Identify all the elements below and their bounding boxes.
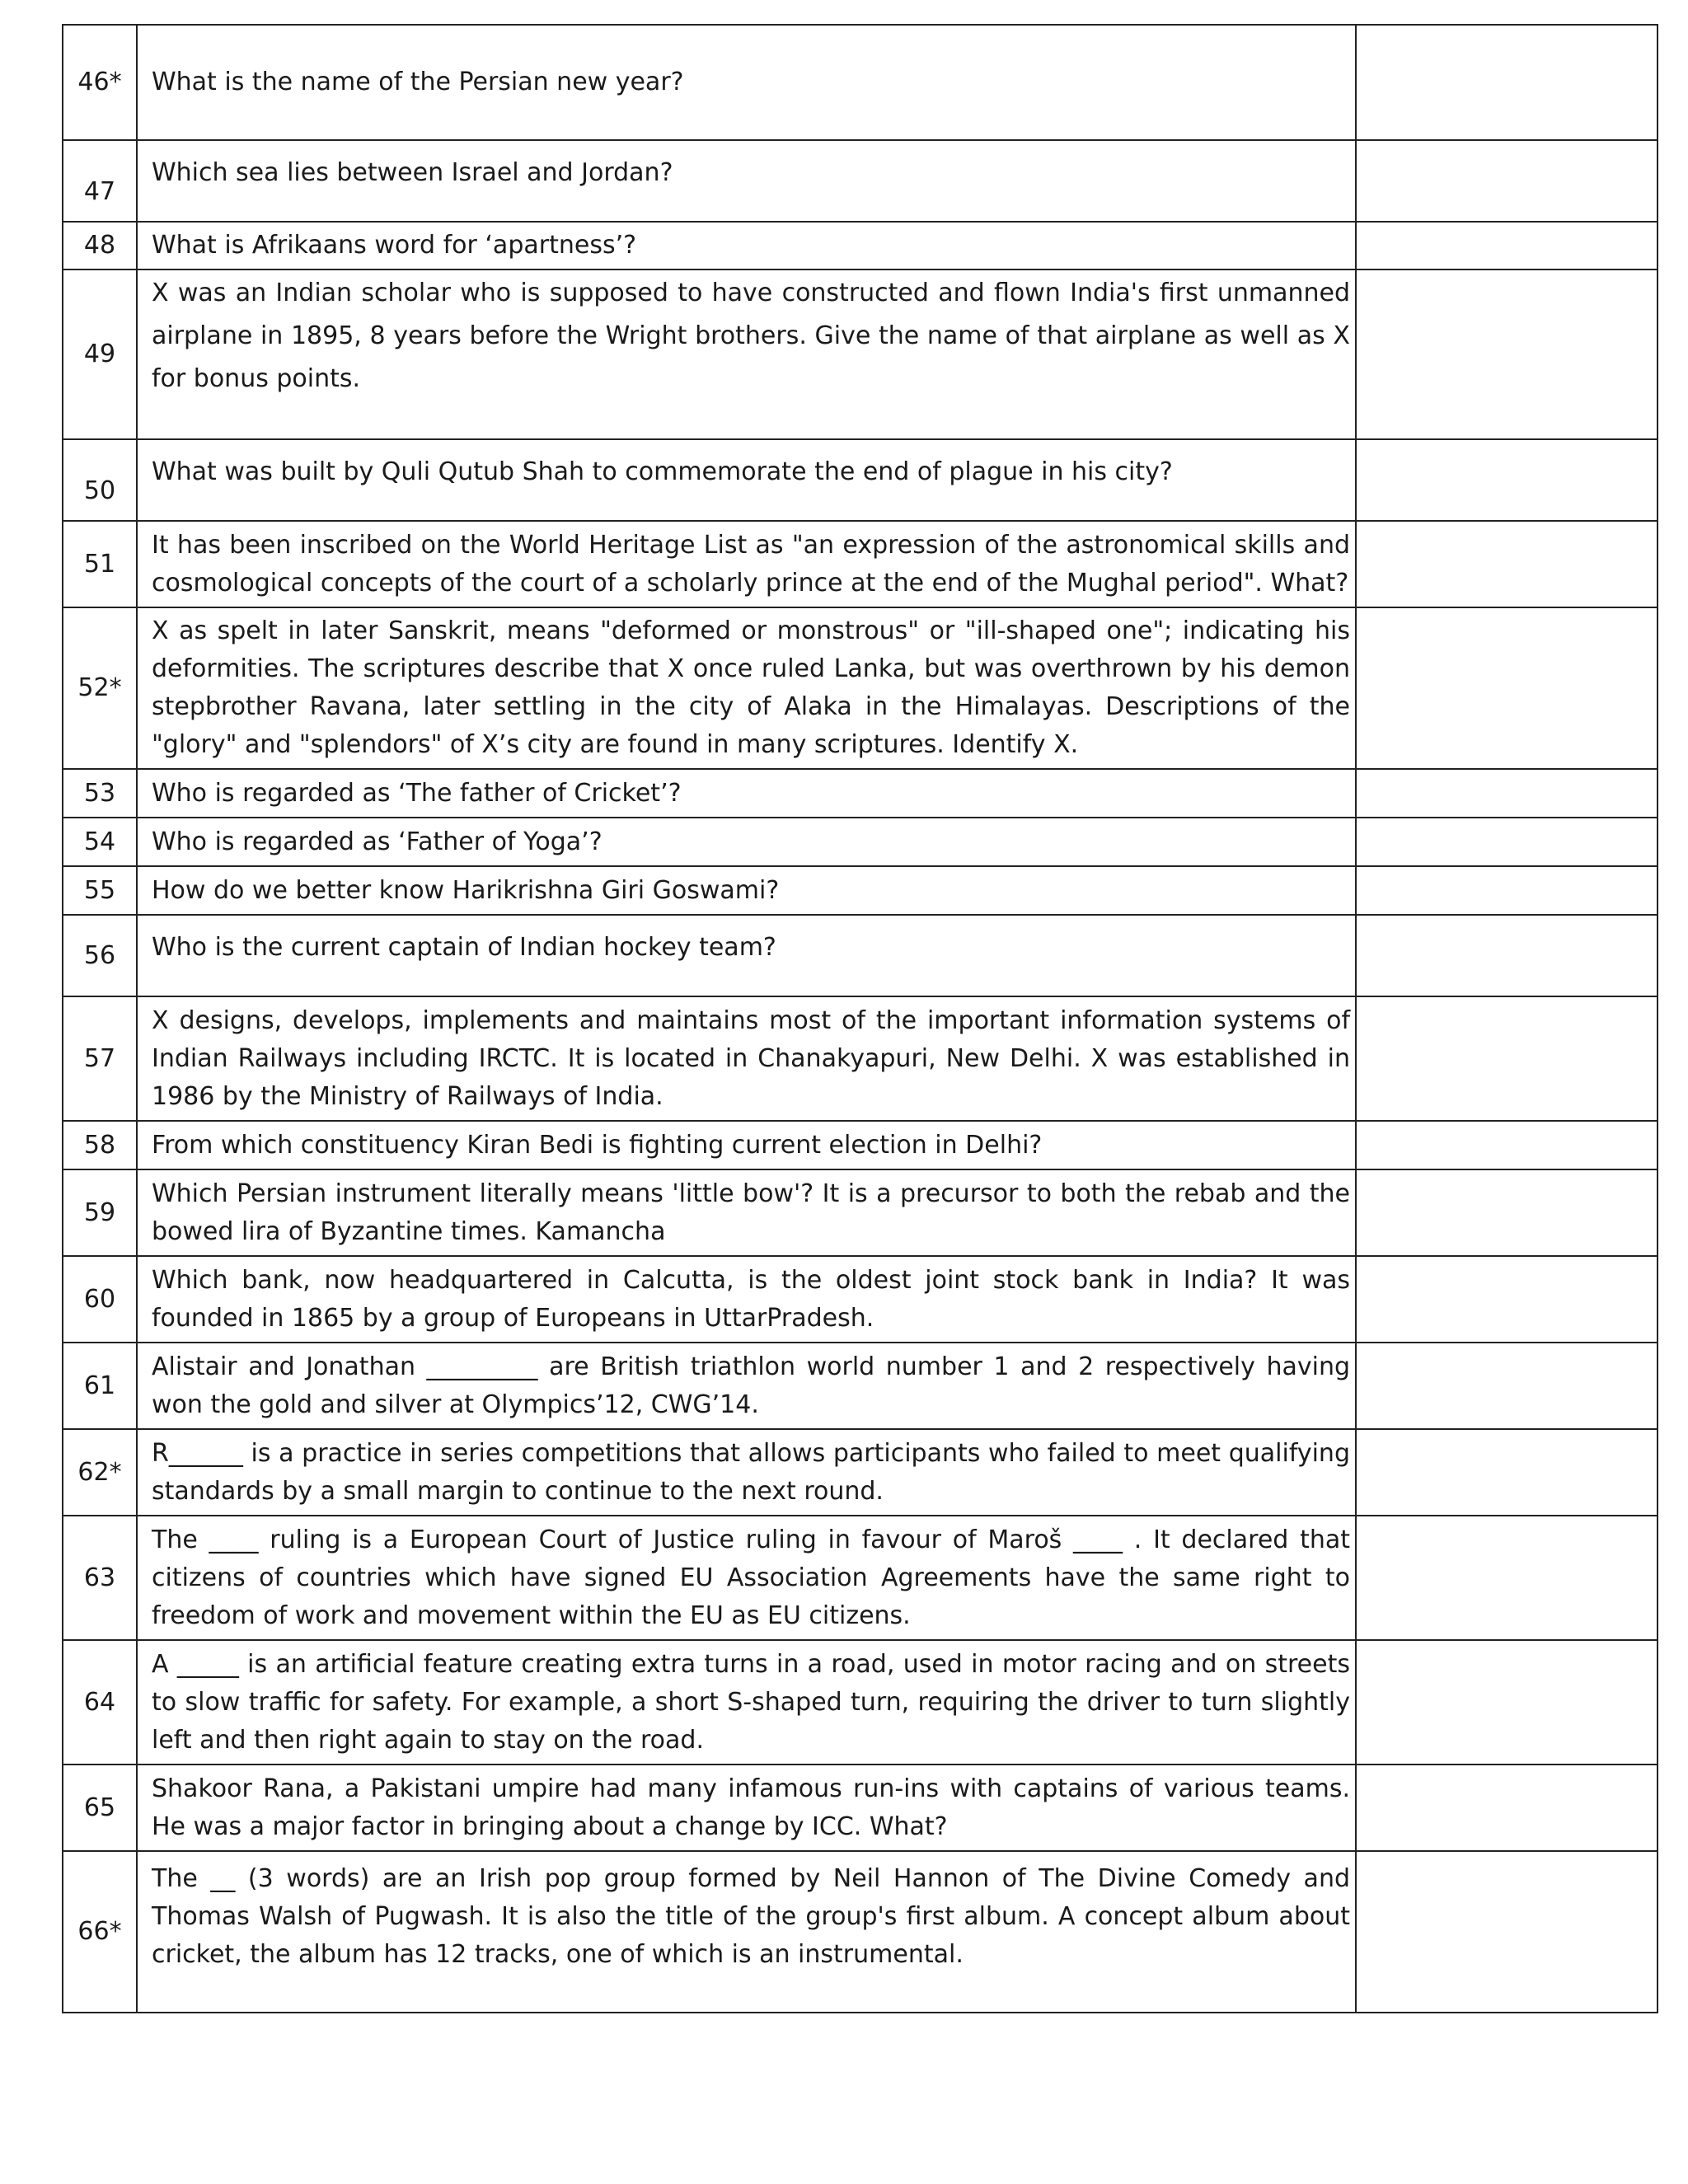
question-number: 49 xyxy=(63,269,137,439)
question-number: 61 xyxy=(63,1343,137,1429)
table-row xyxy=(63,140,1658,222)
quiz-table xyxy=(62,24,1658,2013)
answer-cell xyxy=(1356,1640,1658,1765)
question-number: 63 xyxy=(63,1516,137,1640)
question-text: Which bank, now headquartered in Calcutta, is the oldest joint stock bank in India? It was founded in 1865 by a group of Europeans in UttarPradesh. xyxy=(137,1256,1356,1343)
table-row xyxy=(63,1169,1658,1256)
question-number: 56 xyxy=(63,915,137,996)
quiz-table-body xyxy=(63,25,1658,2013)
question-text: The ____ ruling is a European Court of Justice ruling in favour of Maroš ____ . It declared that citizens of countries which have signed EU Association Agreements have the same right to freedom of work and movement within the EU as EU citizens. xyxy=(137,1516,1356,1640)
question-number: 51 xyxy=(63,521,137,607)
table-row xyxy=(63,1429,1658,1516)
answer-cell xyxy=(1356,1765,1658,1851)
answer-cell xyxy=(1356,269,1658,439)
question-number: 64 xyxy=(63,1640,137,1765)
answer-cell xyxy=(1356,1429,1658,1516)
table-row xyxy=(63,269,1658,439)
table-row xyxy=(63,1256,1658,1343)
question-number: 53 xyxy=(63,769,137,818)
table-row xyxy=(63,996,1658,1121)
question-text: Which sea lies between Israel and Jordan? xyxy=(137,140,1356,222)
answer-cell xyxy=(1356,521,1658,607)
table-row xyxy=(63,1765,1658,1851)
question-text: Shakoor Rana, a Pakistani umpire had many infamous run-ins with captains of various teams. He was a major factor in bringing about a change by ICC. What? xyxy=(137,1765,1356,1851)
question-text: Who is the current captain of Indian hockey team? xyxy=(137,915,1356,996)
answer-cell xyxy=(1356,1851,1658,2013)
answer-cell xyxy=(1356,996,1658,1121)
question-text: What was built by Quli Qutub Shah to commemorate the end of plague in his city? xyxy=(137,439,1356,521)
table-row xyxy=(63,439,1658,521)
table-row xyxy=(63,1343,1658,1429)
question-text: A _____ is an artificial feature creating extra turns in a road, used in motor racing and on streets to slow traffic for safety. For example, a short S-shaped turn, requiring the driver to turn slightly left and then right again to stay on the road. xyxy=(137,1640,1356,1765)
answer-cell xyxy=(1356,866,1658,915)
question-number: 50 xyxy=(63,439,137,521)
question-text: R______ is a practice in series competitions that allows participants who failed to meet qualifying standards by a small margin to continue to the next round. xyxy=(137,1429,1356,1516)
question-text: How do we better know Harikrishna Giri Goswami? xyxy=(137,866,1356,915)
question-number: 52* xyxy=(63,607,137,769)
question-number: 55 xyxy=(63,866,137,915)
question-text: X was an Indian scholar who is supposed to have constructed and flown India's first unmanned airplane in 1895, 8 years before the Wright brothers. Give the name of that airplane as well as X for bonus points. xyxy=(137,269,1356,439)
question-number: 60 xyxy=(63,1256,137,1343)
question-text: Who is regarded as ‘Father of Yoga’? xyxy=(137,818,1356,866)
question-text: Which Persian instrument literally means 'little bow'? It is a precursor to both the rebab and the bowed lira of Byzantine times. Kamancha xyxy=(137,1169,1356,1256)
question-text: It has been inscribed on the World Heritage List as "an expression of the astronomical skills and cosmological concepts of the court of a scholarly prince at the end of the Mughal period". What? xyxy=(137,521,1356,607)
question-text: Who is regarded as ‘The father of Cricket’? xyxy=(137,769,1356,818)
answer-cell xyxy=(1356,769,1658,818)
question-text: X as spelt in later Sanskrit, means "deformed or monstrous" or "ill-shaped one"; indicating his deformities. The scriptures describe that X once ruled Lanka, but was overthrown by his demon stepbrother Ravana, later settling in the city of Alaka in the Himalayas. Descriptions of the "glory" and "splendors" of X’s city are found in many scriptures. Identify X. xyxy=(137,607,1356,769)
question-number: 54 xyxy=(63,818,137,866)
question-number: 66* xyxy=(63,1851,137,2013)
answer-cell xyxy=(1356,915,1658,996)
question-text: The __ (3 words) are an Irish pop group formed by Neil Hannon of The Divine Comedy and Thomas Walsh of Pugwash. It is also the title of the group's first album. A concept album about cricket, the album has 12 tracks, one of which is an instrumental. xyxy=(137,1851,1356,2013)
question-number: 62* xyxy=(63,1429,137,1516)
answer-cell xyxy=(1356,439,1658,521)
question-text: What is the name of the Persian new year? xyxy=(137,25,1356,140)
table-row xyxy=(63,607,1658,769)
table-row xyxy=(63,521,1658,607)
question-number: 47 xyxy=(63,140,137,222)
table-row xyxy=(63,1640,1658,1765)
question-number: 59 xyxy=(63,1169,137,1256)
question-text: From which constituency Kiran Bedi is fighting current election in Delhi? xyxy=(137,1121,1356,1169)
answer-cell xyxy=(1356,1256,1658,1343)
table-row xyxy=(63,1516,1658,1640)
question-text: Alistair and Jonathan _________ are British triathlon world number 1 and 2 respectively having won the gold and silver at Olympics’12, CWG’14. xyxy=(137,1343,1356,1429)
question-number: 48 xyxy=(63,222,137,269)
table-row xyxy=(63,769,1658,818)
question-text: What is Afrikaans word for ‘apartness’? xyxy=(137,222,1356,269)
question-number: 65 xyxy=(63,1765,137,1851)
answer-cell xyxy=(1356,818,1658,866)
question-number: 46* xyxy=(63,25,137,140)
answer-cell xyxy=(1356,222,1658,269)
table-row xyxy=(63,222,1658,269)
answer-cell xyxy=(1356,607,1658,769)
table-row xyxy=(63,866,1658,915)
table-row xyxy=(63,915,1658,996)
question-text: X designs, develops, implements and maintains most of the important information systems of Indian Railways including IRCTC. It is located in Chanakyapuri, New Delhi. X was established in 1986 by the Ministry of Railways of India. xyxy=(137,996,1356,1121)
table-row xyxy=(63,25,1658,140)
table-row xyxy=(63,1121,1658,1169)
answer-cell xyxy=(1356,1121,1658,1169)
question-number: 57 xyxy=(63,996,137,1121)
answer-cell xyxy=(1356,140,1658,222)
answer-cell xyxy=(1356,1169,1658,1256)
question-number: 58 xyxy=(63,1121,137,1169)
table-row xyxy=(63,1851,1658,2013)
table-row xyxy=(63,818,1658,866)
answer-cell xyxy=(1356,1343,1658,1429)
answer-cell xyxy=(1356,25,1658,140)
answer-cell xyxy=(1356,1516,1658,1640)
